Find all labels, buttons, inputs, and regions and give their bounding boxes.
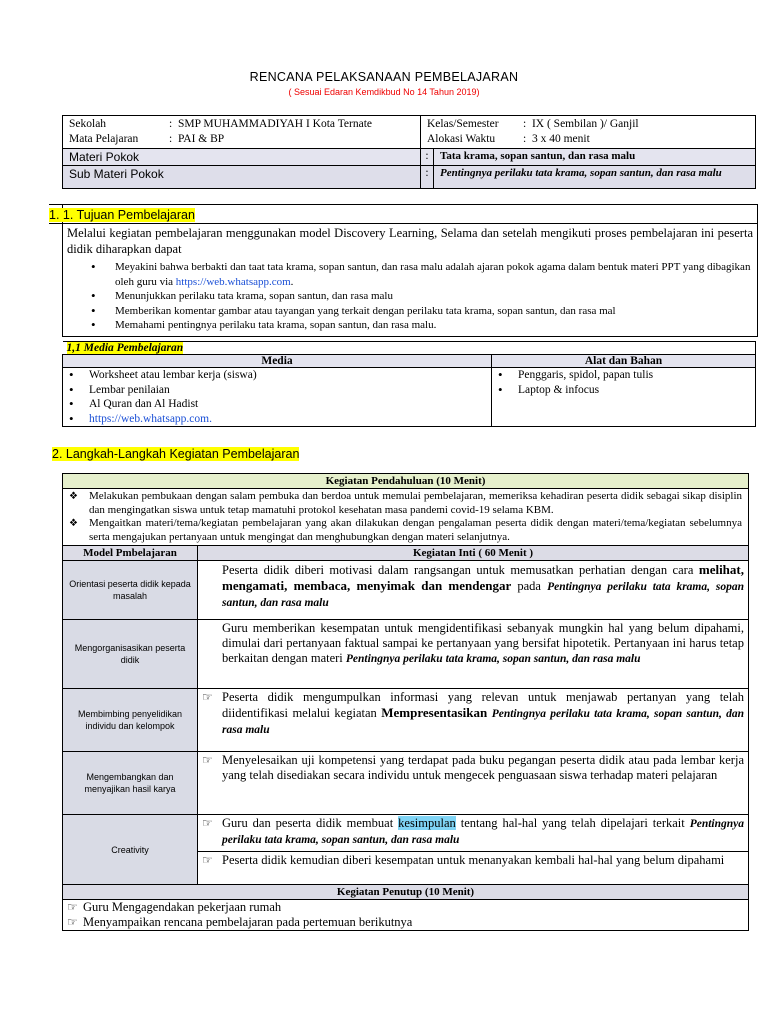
mapel-label: Mata Pelajaran <box>69 133 139 145</box>
activity-orientasi: Peserta didik diberi motivasi dalam rangsangan untuk memusatkan perhatian dengan cara melihat, mengamati, membaca, menyimak dan mendengar pada Pentingnya perilaku tata krama, sopan santun, dan rasa malu <box>198 561 749 620</box>
activity-tanya: ☞ Peserta didik kemudian diberi kesempatan untuk menanyakan kembali hal-hal yang belum dipahami <box>198 852 749 885</box>
whatsapp-link[interactable]: https://web.whatsapp.com <box>175 275 291 288</box>
steps-table <box>62 473 749 931</box>
alokasi-value: 3 x 40 menit <box>531 133 590 145</box>
kelas-label: Kelas/Semester <box>427 118 499 130</box>
list-item: • Lembar penilaian <box>89 383 487 398</box>
penutup-content: ☞ Guru Mengagendakan pekerjaan rumah ☞ Menyampaikan rencana pembelajaran pada pertemuan berikutnya <box>63 900 749 931</box>
alat-list <box>496 368 751 397</box>
activity-mengorganisasikan: Guru memberikan kesempatan untuk mengidentifikasi sebanyak mungkin hal yang belum dipahami, dimulai dari pertanyaan faktual sampai ke pertanyaan yang bersifat hipotetik. Pertanyaan ini harus tetap berkaitan dengan materi Pentingnya perilaku tata krama, sopan santun, dan rasa malu <box>198 620 749 689</box>
document-title: RENCANA PELAKSANAAN PEMBELAJARAN <box>249 70 519 84</box>
list-item: • Memberikan komentar gambar atau tayangan yang terkait dengan perilaku tata krama, sopan santun, dan rasa mal <box>115 304 757 319</box>
activity-membimbing: ☞ Peserta didik mengumpulkan informasi yang relevan untuk menjawab pertanyan yang telah diidentifikasi melalui kegiatan Mempresentasikan Pentingnya perilaku tata krama, sopan santun, dan rasa malu <box>198 689 749 752</box>
pendahuluan-content: ❖ Melakukan pembukaan dengan salam pembuka dan berdoa untuk memulai pembelajaran, memeriksa kehadiran peserta didik sebagai sikap disiplin dan mengingatkan siswa untuk tetap mamatuhi protokol kesehatan masa pandemi covid-19 selama KBM. ❖ Mengaitkan materi/tema/kegiatan pembelajaran yang akan dilakukan dengan pengalaman peserta didik dengan materi/tema/kegiatan sebelumnya serta mengajukan pertanyaan untuk mengingat dan menghubungkan dengan materi selanjutnya. <box>63 489 749 546</box>
penutup-title: Kegiatan Penutup (10 Menit) <box>63 885 749 900</box>
tujuan-heading: 1. 1. Tujuan Pembelajaran <box>49 208 195 222</box>
hand-pointer-icon: ☞ <box>67 915 78 929</box>
activity-creativity: ☞ Guru dan peserta didik membuat kesimpulan tentang hal-hal yang telah dipelajari terkait Pentingnya perilaku tata krama, sopan santun, dan rasa malu <box>198 815 749 852</box>
diamond-bullet-icon: ❖ <box>69 518 78 529</box>
mapel-value: PAI & BP <box>177 133 225 145</box>
media-table <box>62 341 756 427</box>
list-item: • Meyakini bahwa berbakti dan taat tata krama, sopan santun, dan rasa malu adalah ajaran pokok agama dalam bentuk materi PPT yang dibagikan oleh guru via https://web.whatsapp.com. <box>115 260 757 289</box>
alokasi-label: Alokasi Waktu <box>427 133 496 145</box>
model-orientasi: Orientasi peserta didik kepada masalah <box>63 561 198 620</box>
media-list <box>67 368 487 426</box>
list-item: • Worksheet atau lembar kerja (siswa) <box>89 368 487 383</box>
hand-pointer-icon: ☞ <box>67 900 78 914</box>
tujuan-section <box>49 204 758 337</box>
hand-pointer-icon: ☞ <box>202 853 213 867</box>
hand-pointer-icon: ☞ <box>202 816 213 830</box>
materi-value: Tata krama, sopan santun, dan rasa malu <box>434 149 756 166</box>
sub-materi-value: Pentingnya perilaku tata krama, sopan santun, dan rasa malu <box>434 166 756 189</box>
model-mengembangkan: Mengembangkan dan menyajikan hasil karya <box>63 752 198 815</box>
activity-mengembangkan: ☞ Menyelesaikan uji kompetensi yang terdapat pada buku pegangan peserta didik atau pada lembar kerja yang telah disediakan secara individu untuk mengecek penguasaan siswa terhadap materi pelajaran <box>198 752 749 815</box>
sub-materi-label: Sub Materi Pokok <box>63 166 421 189</box>
list-item: • Al Quran dan Al Hadist <box>89 397 487 412</box>
langkah-heading: 2. Langkah-Langkah Kegiatan Pembelajaran <box>52 447 300 461</box>
whatsapp-link[interactable]: https://web.whatsapp.com. <box>89 412 212 425</box>
materi-label: Materi Pokok <box>63 149 421 166</box>
sekolah-label: Sekolah <box>69 118 107 130</box>
identity-table: Sekolah : SMP MUHAMMADIYAH I Kota Ternate Mata Pelajaran : PAI & BP Kelas/Semester : IX ( Sembilan )/ Ganjil Alokasi Waktu : 3 x 40 menit Materi Pokok : Tata krama, sopan santun, dan rasa malu Sub Materi Pokok : Pentingnya perilaku tata krama, sopan santun, dan rasa malu <box>62 115 756 189</box>
media-heading: 1,1 Media Pembelajaran <box>66 342 184 354</box>
diamond-bullet-icon: ❖ <box>69 491 78 502</box>
inti-column-header: Kegiatan Inti ( 60 Menit ) <box>198 546 749 561</box>
list-item <box>89 412 487 427</box>
model-creativity: Creativity <box>63 815 198 885</box>
sekolah-value: SMP MUHAMMADIYAH I Kota Ternate <box>177 118 372 130</box>
list-item: • Laptop & infocus <box>518 383 751 398</box>
hand-pointer-icon: ☞ <box>202 690 213 704</box>
kelas-value: IX ( Sembilan )/ Ganjil <box>531 118 639 130</box>
tujuan-intro: Melalui kegiatan pembelajaran menggunakan model Discovery Learning, Selama dan setelah mengikuti proses pembelajaran ini peserta didik diharapkan dapat <box>67 226 753 256</box>
model-mengorganisasikan: Mengorganisasikan peserta didik <box>63 620 198 689</box>
hand-pointer-icon: ☞ <box>202 753 213 767</box>
media-column-header: Media <box>63 355 492 368</box>
list-item: • Menunjukkan perilaku tata krama, sopan santun, dan rasa malu <box>115 289 757 304</box>
document-subtitle: ( Sesuai Edaran Kemdikbud No 14 Tahun 2019) <box>288 87 480 97</box>
tujuan-list <box>63 260 757 333</box>
list-item: • Memahami pentingnya perilaku tata krama, sopan santun, dan rasa malu. <box>115 318 757 333</box>
alat-column-header: Alat dan Bahan <box>492 355 756 368</box>
model-column-header: Model Pmbelajaran <box>63 546 198 561</box>
model-membimbing: Membimbing penyelidikan individu dan kelompok <box>63 689 198 752</box>
pendahuluan-title: Kegiatan Pendahuluan (10 Menit) <box>63 474 749 489</box>
list-item: • Penggaris, spidol, papan tulis <box>518 368 751 383</box>
